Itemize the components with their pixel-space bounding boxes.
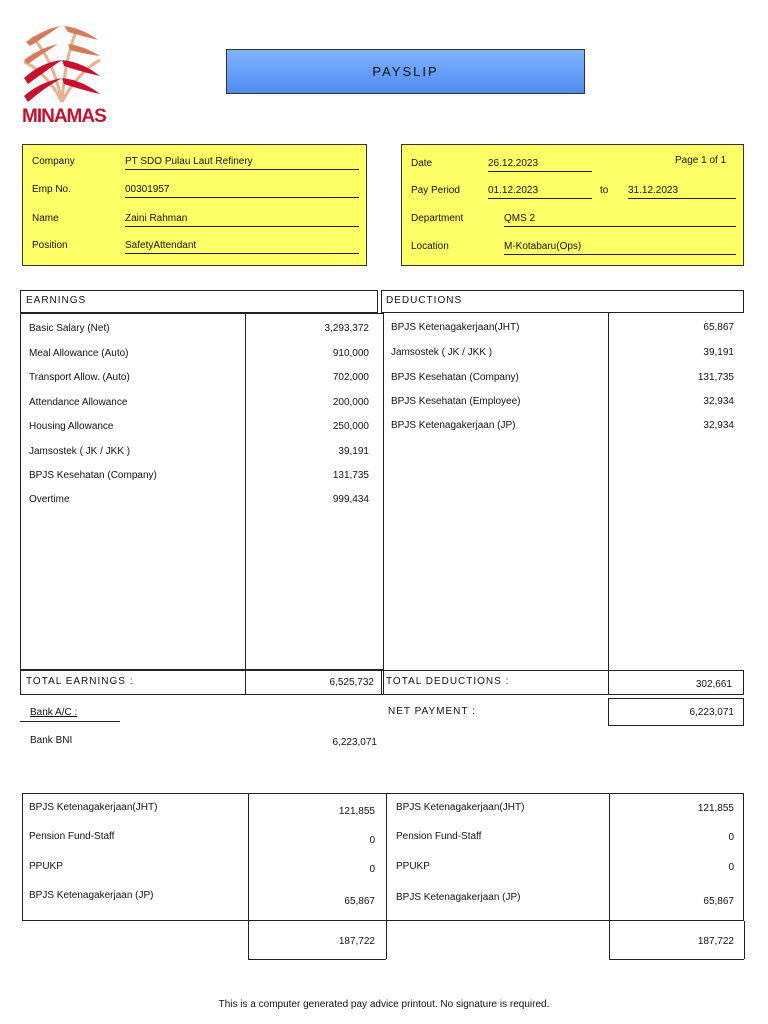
position-label: Position	[32, 240, 68, 251]
contribution-label: Pension Fund-Staff	[396, 831, 482, 842]
earning-value: 999,434	[332, 494, 369, 505]
bank-amount: 6,223,071	[332, 737, 377, 748]
deduction-value: 39,191	[703, 347, 734, 358]
contribution-value: 0	[369, 864, 375, 875]
earning-label: Overtime	[29, 494, 70, 505]
net-payment-value: 6,223,071	[689, 707, 734, 718]
contribution-label: Pension Fund-Staff	[29, 831, 115, 842]
earning-value: 39,191	[338, 446, 369, 457]
deduction-value: 32,934	[703, 420, 734, 431]
deduction-value: 65,867	[703, 322, 734, 333]
period-info-box	[401, 144, 744, 266]
total-deductions-label: TOTAL DEDUCTIONS :	[386, 676, 510, 687]
earning-label: Housing Allowance	[29, 421, 114, 432]
earning-label: Meal Allowance (Auto)	[29, 348, 129, 359]
contribution-label: BPJS Ketenagakerjaan (JP)	[29, 890, 154, 901]
contribution-label: BPJS Ketenagakerjaan (JP)	[396, 892, 521, 903]
page-number: Page 1 of 1	[675, 155, 727, 166]
location-label: Location	[411, 241, 449, 252]
contribution-value: 0	[728, 862, 734, 873]
contribution-total-left: 187,722	[338, 936, 375, 947]
empno-value: 00301957	[125, 184, 359, 198]
date-value: 26.12.2023	[488, 158, 592, 172]
company-value: PT SDO Pulau Laut Refinery	[125, 156, 359, 170]
department-value: QMS 2	[504, 213, 736, 227]
deduction-label: BPJS Kesehatan (Employee)	[391, 396, 521, 407]
date-label: Date	[411, 158, 433, 169]
contribution-label: BPJS Ketenagakerjaan(JHT)	[29, 802, 158, 813]
contribution-value: 0	[369, 835, 375, 846]
bank-name: Bank BNI	[30, 735, 73, 746]
deduction-value: 131,735	[697, 372, 734, 383]
location-value: M-Kotabaru(Ops)	[504, 241, 736, 255]
deduction-label: BPJS Ketenagakerjaan(JHT)	[391, 322, 520, 333]
earning-value: 910,000	[332, 348, 369, 359]
deductions-header: DEDUCTIONS	[386, 295, 463, 306]
empno-label: Emp No.	[32, 184, 71, 195]
contribution-value: 121,855	[338, 806, 375, 817]
earning-label: Transport Allow. (Auto)	[29, 372, 130, 383]
pay-period-from: 01.12.2023	[488, 185, 592, 199]
contribution-value: 65,867	[344, 896, 375, 907]
earnings-body	[20, 313, 384, 670]
department-label: Department	[411, 213, 464, 224]
contribution-label: BPJS Ketenagakerjaan(JHT)	[396, 802, 525, 813]
total-earnings-label: TOTAL EARNINGS :	[26, 676, 134, 687]
earning-value: 702,000	[332, 372, 369, 383]
logo-wordmark: MINAMAS	[22, 106, 106, 127]
earning-value: 250,000	[332, 421, 369, 432]
pay-period-label: Pay Period	[411, 185, 460, 196]
total-deductions-value: 302,661	[695, 679, 732, 690]
contribution-value: 65,867	[703, 896, 734, 907]
earning-value: 131,735	[332, 470, 369, 481]
net-payment-label: NET PAYMENT :	[388, 706, 476, 717]
deduction-value: 32,934	[703, 396, 734, 407]
earning-label: BPJS Kesehatan (Company)	[29, 470, 157, 481]
earning-value: 200,000	[332, 397, 369, 408]
earnings-header: EARNINGS	[26, 295, 87, 306]
payslip-title: PAYSLIP	[226, 49, 585, 94]
deduction-label: Jamsostek ( JK / JKK )	[391, 347, 493, 358]
contribution-label: PPUKP	[29, 861, 63, 872]
name-value: Zaini Rahman	[125, 213, 359, 227]
footer-note: This is a computer generated pay advice printout. No signature is required.	[218, 999, 550, 1010]
earning-label: Basic Salary (Net)	[29, 323, 110, 334]
contribution-value: 0	[728, 832, 734, 843]
name-label: Name	[32, 213, 59, 224]
company-logo	[22, 22, 106, 130]
employee-info-box	[22, 144, 367, 266]
contribution-total-right: 187,722	[697, 936, 734, 947]
contribution-label: PPUKP	[396, 861, 430, 872]
deduction-label: BPJS Kesehatan (Company)	[391, 372, 519, 383]
bank-account-header: Bank A/C :	[30, 707, 78, 718]
company-label: Company	[32, 156, 75, 167]
earning-label: Attendance Allowance	[29, 397, 128, 408]
total-earnings-value: 6,525,732	[329, 677, 374, 688]
position-value: SafetyAttendant	[125, 240, 359, 254]
pay-period-to-label: to	[600, 185, 609, 196]
deduction-label: BPJS Ketenagakerjaan (JP)	[391, 420, 516, 431]
earning-value: 3,293,372	[324, 323, 369, 334]
palm-frond-icon	[22, 22, 102, 106]
pay-period-to: 31.12.2023	[628, 185, 736, 199]
earning-label: Jamsostek ( JK / JKK )	[29, 446, 131, 457]
contribution-value: 121,855	[697, 803, 734, 814]
